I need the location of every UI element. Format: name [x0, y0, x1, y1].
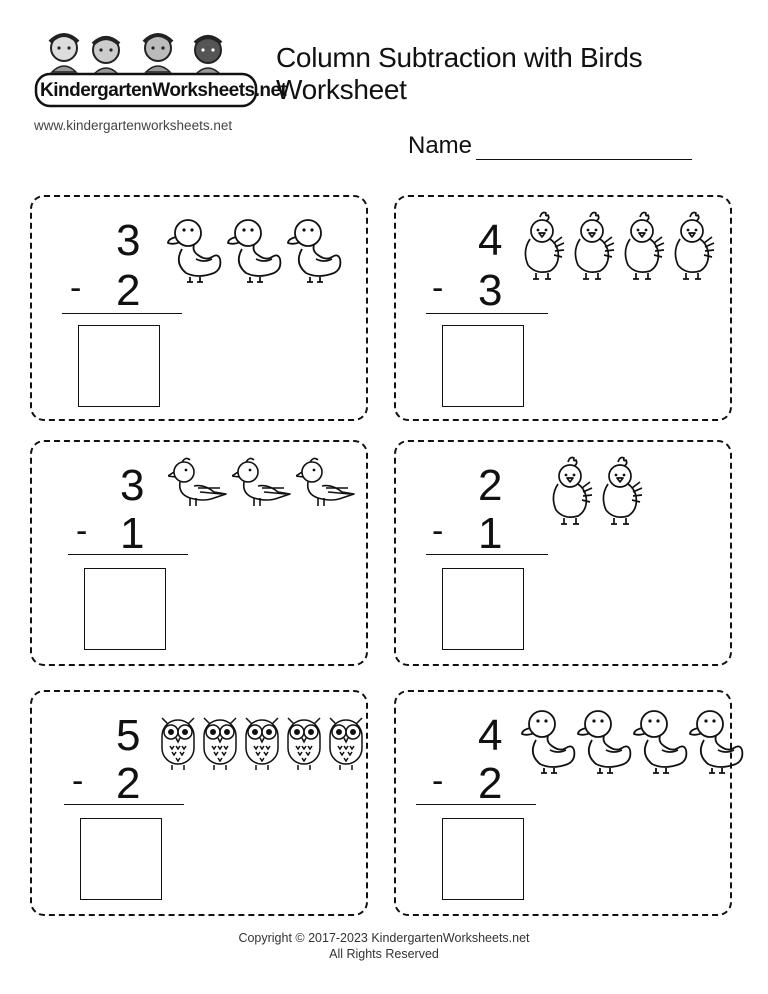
name-label: Name: [408, 132, 473, 159]
songbird-icon: [296, 454, 356, 514]
copyright-text: Copyright © 2017-2023 KindergartenWorksheets.net: [238, 931, 530, 945]
top-number: 2: [478, 461, 503, 510]
footer: [0, 930, 768, 962]
minus-sign: -: [70, 269, 82, 307]
answer-rule: [64, 804, 184, 805]
bird-group: [168, 454, 356, 514]
problem-card-5: [30, 690, 368, 916]
chick-icon: [620, 211, 666, 283]
owl-icon: [284, 710, 324, 772]
logo-text: KindergartenWorksheets.net: [40, 80, 287, 101]
answer-box[interactable]: [80, 818, 162, 900]
answer-box[interactable]: [78, 325, 160, 407]
minus-sign: -: [432, 512, 444, 550]
problem-card-2: [394, 195, 732, 421]
chick-icon: [520, 211, 566, 283]
bird-group: [548, 456, 644, 528]
bottom-number: 1: [120, 509, 145, 558]
songbird-icon: [168, 454, 228, 514]
owl-icon: [200, 710, 240, 772]
minus-sign: -: [76, 512, 88, 550]
top-number: 4: [478, 711, 503, 760]
name-field[interactable]: [408, 132, 692, 160]
rights-text: All Rights Reserved: [329, 947, 439, 961]
duck-icon: [166, 215, 222, 283]
owl-icon: [158, 710, 198, 772]
answer-rule: [62, 313, 182, 314]
duck-icon: [286, 215, 342, 283]
answer-box[interactable]: [442, 818, 524, 900]
owl-icon: [326, 710, 366, 772]
answer-box[interactable]: [442, 325, 524, 407]
bottom-number: 3: [478, 266, 503, 315]
minus-sign: -: [432, 762, 444, 800]
answer-rule: [68, 554, 188, 555]
duck-icon: [632, 706, 688, 774]
answer-rule: [426, 554, 548, 555]
duck-icon: [688, 706, 744, 774]
top-number: 3: [120, 461, 145, 510]
bird-group: [158, 710, 366, 772]
site-logo: [30, 28, 287, 108]
site-url[interactable]: www.kindergartenworksheets.net: [34, 118, 233, 133]
bottom-number: 2: [478, 759, 503, 808]
bottom-number: 2: [116, 759, 141, 808]
top-number: 5: [116, 711, 141, 760]
answer-rule: [416, 804, 536, 805]
owl-icon: [242, 710, 282, 772]
answer-rule: [426, 313, 548, 314]
answer-box[interactable]: [442, 568, 524, 650]
bird-group: [166, 215, 342, 283]
problem-card-1: [30, 195, 368, 421]
chick-icon: [670, 211, 716, 283]
songbird-icon: [232, 454, 292, 514]
page-title: Column Subtraction with Birds Worksheet: [276, 42, 643, 105]
duck-icon: [226, 215, 282, 283]
chick-icon: [570, 211, 616, 283]
top-number: 4: [478, 216, 503, 265]
answer-box[interactable]: [84, 568, 166, 650]
duck-icon: [520, 706, 576, 774]
duck-icon: [576, 706, 632, 774]
problem-card-6: [394, 690, 732, 916]
bird-group: [520, 211, 716, 283]
bird-group: [520, 706, 744, 774]
minus-sign: -: [432, 269, 444, 307]
top-number: 3: [116, 216, 141, 265]
problem-card-4: [394, 440, 732, 666]
chick-icon: [548, 456, 594, 528]
chick-icon: [598, 456, 644, 528]
bottom-number: 1: [478, 509, 503, 558]
problem-card-3: [30, 440, 368, 666]
minus-sign: -: [72, 762, 84, 800]
name-line[interactable]: [476, 137, 692, 160]
bottom-number: 2: [116, 266, 141, 315]
